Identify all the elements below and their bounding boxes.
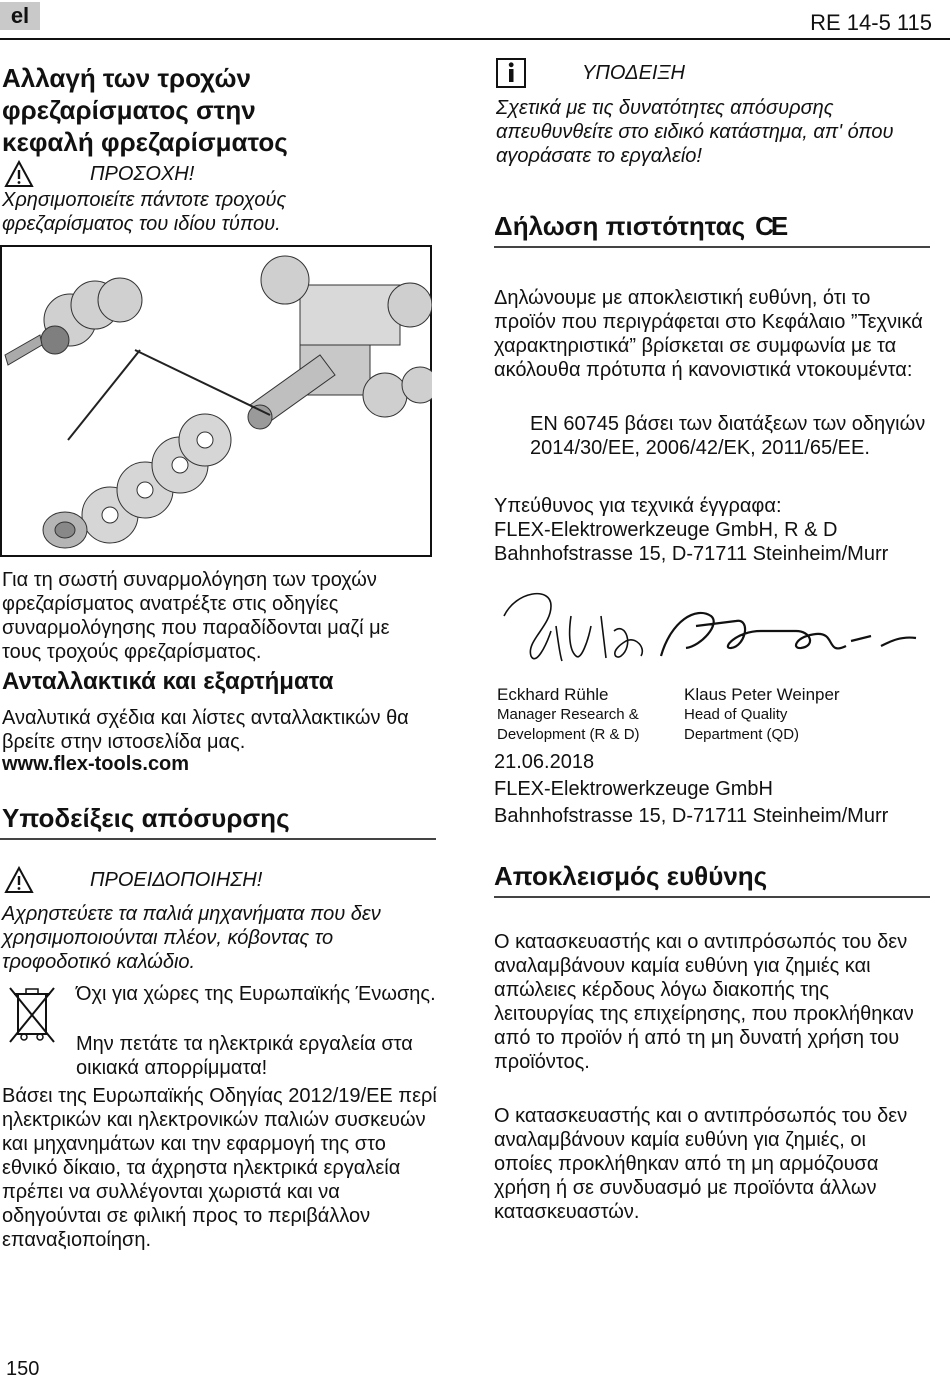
signature-weinper bbox=[661, 613, 916, 656]
spares-url[interactable]: www.flex-tools.com bbox=[2, 753, 190, 775]
warning-text: Αχρηστεύετε τα παλιά μηχανήματα που δεν χρησιμοποιούνται πλέον, κόβοντας το τροφοδοτικό καλώδιο. bbox=[2, 903, 381, 973]
conformity-title: Δήλωση πιστότητας bbox=[494, 211, 746, 241]
declaration-company: FLEX-Elektrowerkzeuge GmbH bbox=[494, 778, 773, 800]
signer1-name: Eckhard Rühle bbox=[497, 685, 609, 704]
docs-label: Υπεύθυνος για τεχνικά έγγραφα: bbox=[494, 495, 782, 517]
note-text: Σχετικά με τις δυνατότητες απόσυρσης απευθυνθείτε στο ειδικό κατάστημα, απ' όπου αγοράσατε το εργαλείο! bbox=[496, 97, 894, 167]
language-tag: el bbox=[0, 2, 40, 30]
liability-title: Αποκλεισμός ευθύνης bbox=[494, 861, 768, 891]
note-label: ΥΠΟΔΕΙΞΗ bbox=[582, 62, 685, 84]
liability-text-2: Ο κατασκευαστής και ο αντιπρόσωπός του δεν αναλαμβάνουν καμία ευθύνη για ζημιές, οι οποίες προκλήθηκαν από τη μη αρμόζουσα χρήση ή σε συνδυασμό με προϊόντα άλλων κατασκευαστών. bbox=[494, 1105, 908, 1223]
caution-label: ΠΡΟΣΟΧΗ! bbox=[90, 162, 195, 185]
signer1-role-2: Development (R & D) bbox=[497, 726, 640, 743]
warning-row bbox=[4, 866, 262, 894]
warning-label: ΠΡΟΕΙΔΟΠΟΙΗΣΗ! bbox=[90, 868, 263, 891]
change-wheels-title: Αλλαγή των τροχών φρεζαρίσματος στην κεφαλή φρεζαρίσματος bbox=[2, 63, 288, 157]
eu-line-2: Μην πετάτε τα ηλεκτρικά εργαλεία στα οικιακά απορρίμματα! bbox=[76, 1033, 413, 1079]
caution-row bbox=[4, 160, 194, 188]
directive-text: Βάσει της Ευρωπαϊκής Οδηγίας 2012/19/ΕΕ περί ηλεκτρικών και ηλεκτρονικών παλιών συσκευών και μηχανημάτων και την εφαρμογή της στο εθνικό δίκαιο, τα άχρηστα ηλεκτρικά εργαλεία πρέπει να συλλέγονται χωριστά και να οδηγούνται σε φιλική προς το περιβάλλον επαναξιοποίηση. bbox=[2, 1085, 437, 1251]
conformity-text: Δηλώνουμε με αποκλειστική ευθύνη, ότι το προϊόν που περιγράφεται στο Κεφάλαιο ”Τεχνικά χαρακτηριστικά” βρίσκεται σε συμφωνία με τα ακόλουθα πρότυπα ή κανονιστικά ντοκουμέντα: bbox=[494, 287, 923, 381]
signature-ruehle bbox=[504, 594, 642, 661]
conformity-heading bbox=[494, 210, 785, 242]
signatures bbox=[496, 586, 926, 678]
signer2-role-2: Department (QD) bbox=[684, 726, 800, 743]
signer1-role-1: Manager Research & bbox=[497, 706, 639, 723]
declaration-address: Bahnhofstrasse 15, D-71711 Steinheim/Murr bbox=[494, 805, 889, 827]
info-icon bbox=[496, 58, 526, 88]
spares-text: Αναλυτικά σχέδια και λίστες ανταλλακτικών θα βρείτε στην ιστοσελίδα μας. bbox=[2, 707, 409, 753]
docs-address: Bahnhofstrasse 15, D-71711 Steinheim/Murr bbox=[494, 543, 889, 565]
standards-text: EN 60745 βάσει των διατάξεων των οδηγιών 2014/30/EE, 2006/42/EK, 2011/65/EE. bbox=[530, 413, 926, 459]
conformity-title-rule bbox=[494, 246, 930, 248]
caution-text: Χρησιμοποιείτε πάντοτε τροχούς φρεζαρίσματος του ιδίου τύπου. bbox=[2, 189, 287, 235]
milling-head-illustration bbox=[0, 245, 432, 557]
disposal-title: Υποδείξεις απόσυρσης bbox=[2, 803, 290, 833]
disposal-title-rule bbox=[0, 838, 436, 840]
spares-title: Ανταλλακτικά και εξαρτήματα bbox=[2, 668, 334, 695]
eu-line-1: Όχι για χώρες της Ευρωπαϊκής Ένωσης. bbox=[76, 983, 436, 1005]
declaration-date: 21.06.2018 bbox=[494, 751, 595, 773]
liability-title-rule bbox=[494, 896, 930, 898]
signer2-name: Klaus Peter Weinper bbox=[684, 685, 840, 704]
model-number: RE 14-5 115 bbox=[810, 10, 932, 35]
ce-mark: CE bbox=[755, 210, 786, 241]
page-number: 150 bbox=[6, 1358, 40, 1380]
header-rule bbox=[0, 38, 950, 40]
warning-triangle-icon bbox=[4, 866, 34, 894]
docs-company: FLEX-Elektrowerkzeuge GmbH, R & D bbox=[494, 519, 838, 541]
assembly-text: Για τη σωστή συναρμολόγηση των τροχών φρεζαρίσματος ανατρέξτε στις οδηγίες συναρμολόγησης που παραδίδονται μαζί με τους τροχούς φρεζαρίσματος. bbox=[2, 569, 390, 663]
crossed-bin-icon bbox=[6, 984, 58, 1046]
signer2-role-1: Head of Quality bbox=[684, 706, 788, 723]
liability-text-1: Ο κατασκευαστής και ο αντιπρόσωπός του δεν αναλαμβάνουν καμία ευθύνη για ζημιές και απώλειες κέρδους λόγω διακοπής της λειτουργίας της επιχείρησης, που προκλήθηκαν από το προϊόν ή από τη μη δυνατή χρήση του προϊόντος. bbox=[494, 931, 914, 1073]
warning-triangle-icon bbox=[4, 160, 34, 188]
